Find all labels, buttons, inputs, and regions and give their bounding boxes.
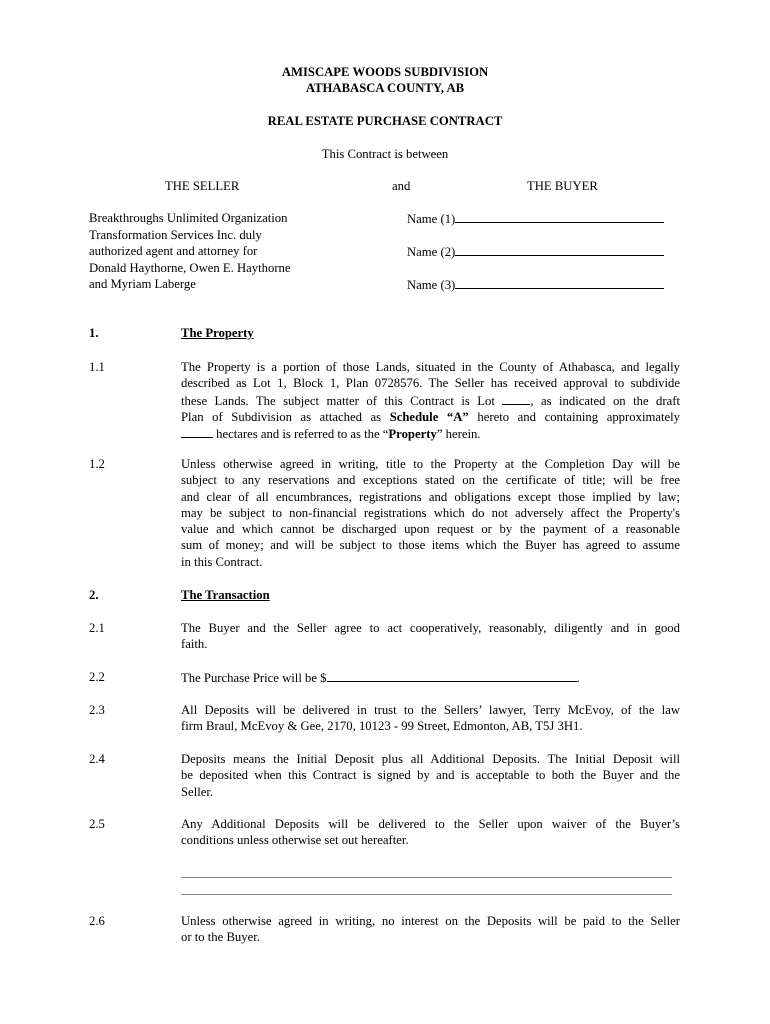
clause-line: may be subject to non-financial registrations which do not adversely affect the Property's [181,505,680,520]
buyer-name-3-label: Name (3) [407,278,456,292]
purchase-price-field[interactable] [327,669,577,682]
clause-2-6-text [181,913,680,946]
clause-line: Unless otherwise agreed in writing, no interest on the Deposits will be paid to the Seller [181,914,680,928]
clause-2-1-number: 2.1 [89,621,105,635]
clause-1-1-text [181,359,680,442]
seller-line: Breakthroughs Unlimited Organization [89,211,288,225]
clause-2-3-text [181,702,680,735]
clause-line: or to the Buyer. [181,930,260,945]
clause-line: and clear of all encumbrances, registrations and obligations except those implied by law; [181,489,680,504]
hectares-text-end: ” herein. [436,427,481,442]
clause-line: firm Braul, McEvoy & Gee, 2170, 10123 - 99 Street, Edmonton, AB, T5J 3H1. [181,719,583,734]
buyer-name-1 [407,210,664,227]
buyer-name-1-field[interactable] [455,210,664,223]
clause-2-3-number: 2.3 [89,703,105,717]
clause-line: Seller. [181,784,214,799]
hectares-field[interactable] [181,425,213,438]
clause-2-2-text [181,669,580,686]
section-1-number: 1. [89,326,99,340]
section-2-number: 2. [89,588,99,602]
purchase-price-period: . [576,671,580,685]
purchase-price-label: The Purchase Price will be $ [181,671,327,685]
contract-between-text: This Contract is between [321,147,449,161]
county-title: ATHABASCA COUNTY, AB [305,81,465,95]
clause-line: be deposited when this Contract is signed by and is acceptable to both the Buyer and the [181,768,680,783]
seller-line: authorized agent and attorney for [89,244,258,258]
additional-deposit-line-2[interactable] [181,894,672,895]
lot-text-end: , as indicated on the draft [530,393,680,408]
clause-line: described as Lot 1, Block 1, Plan 0728576. The Seller has received approval to subdivide [181,376,680,391]
buyer-heading: THE BUYER [527,179,598,193]
buyer-name-2-field[interactable] [455,243,664,256]
buyer-name-2-label: Name (2) [407,245,456,259]
clause-line: value and which cannot be discharged upon request or by the payment of a reasonable [181,522,680,537]
lot-number-field[interactable] [502,392,530,405]
clause-2-1-text [181,620,680,653]
and-text: and [392,179,411,193]
seller-description [89,210,291,293]
lot-text: these Lands. The subject matter of this Contract is Lot [181,393,503,408]
section-2-title: The Transaction [181,588,270,602]
clause-2-5-number: 2.5 [89,817,105,831]
buyer-name-1-label: Name (1) [407,212,456,226]
clause-line: in this Contract. [181,554,263,569]
section-1-title: The Property [181,326,254,340]
schedule-text: Plan of Subdivision as attached as [181,409,390,424]
subdivision-title: AMISCAPE WOODS SUBDIVISION [281,65,489,79]
clause-2-4-text [181,751,680,800]
clause-line: faith. [181,637,208,652]
buyer-name-3-field[interactable] [455,276,664,289]
property-term: Property [388,427,437,442]
clause-2-2-number: 2.2 [89,670,105,684]
clause-line: conditions unless otherwise set out hereafter. [181,833,409,848]
seller-heading: THE SELLER [165,179,240,193]
clause-line: Deposits means the Initial Deposit plus all Additional Deposits. The Initial Deposit will [181,752,680,766]
schedule-text-end: hereto and containing approximately [468,409,680,424]
clause-line: The Buyer and the Seller agree to act cooperatively, reasonably, diligently and in good [181,621,680,635]
seller-line: Transformation Services Inc. duly [89,227,262,242]
clause-2-6-number: 2.6 [89,914,105,928]
additional-deposit-line-1[interactable] [181,877,672,878]
hectares-text: hectares and is referred to as the “ [213,427,389,442]
buyer-name-3 [407,276,664,293]
seller-line: and Myriam Laberge [89,277,196,291]
clause-line: sum of money; and will be subject to those items which the Buyer has agreed to assume [181,538,680,553]
clause-1-2-text [181,456,680,570]
clause-line: Any Additional Deposits will be delivered to the Seller upon waiver of the Buyer’s [181,817,680,831]
clause-line [181,425,680,442]
schedule-a-ref: Schedule “A” [389,409,469,424]
clause-1-2-number: 1.2 [89,457,105,471]
clause-line: subject to any reservations and exceptions stated on the certificate of title; will be free [181,473,680,488]
clause-line [181,409,680,425]
clause-2-4-number: 2.4 [89,752,105,766]
clause-line [181,392,680,409]
clause-line: All Deposits will be delivered in trust to the Sellers’ lawyer, Terry McEvoy, of the law [181,703,680,717]
clause-line: The Property is a portion of those Lands, situated in the County of Athabasca, and legally [181,360,680,374]
clause-2-5-text [181,816,680,849]
contract-title: REAL ESTATE PURCHASE CONTRACT [267,114,503,128]
clause-1-1-number: 1.1 [89,360,105,374]
buyer-name-2 [407,243,664,260]
clause-line: Unless otherwise agreed in writing, title to the Property at the Completion Day will be [181,457,680,471]
seller-line: Donald Haythorne, Owen E. Haythorne [89,260,291,275]
